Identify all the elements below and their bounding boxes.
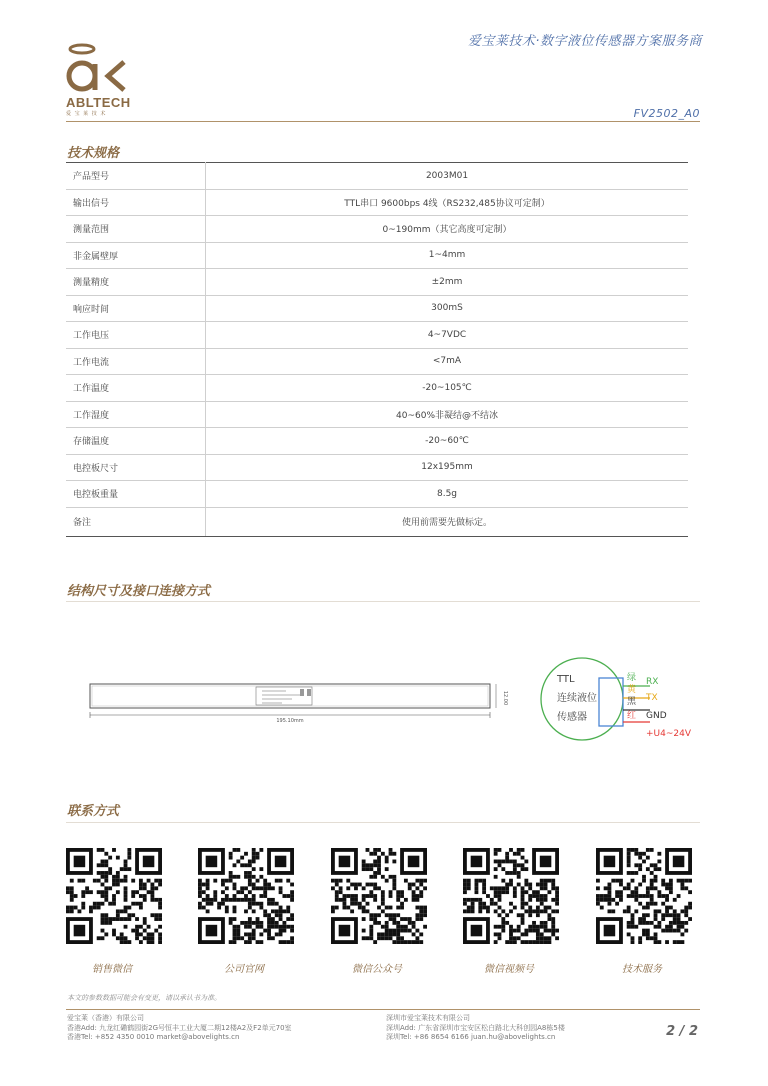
spec-value: 12x195mm [206, 454, 689, 481]
qr-code-icon[interactable] [463, 848, 559, 944]
footer-hk-block [67, 1014, 292, 1043]
wire-color-yellow: 黄 [627, 685, 637, 695]
spec-row [66, 401, 688, 428]
spec-label: 测量精度 [66, 269, 206, 296]
spec-table [66, 162, 688, 537]
contact-section-title: 联系方式 [67, 804, 120, 819]
spec-label: 工作温度 [66, 375, 206, 402]
spec-row [66, 481, 688, 508]
spec-row [66, 428, 688, 455]
spec-value: 8.5g [206, 481, 689, 508]
spec-label: 工作电流 [66, 348, 206, 375]
qr-code-icon[interactable] [596, 848, 692, 944]
spec-value: 0~190mm（其它高度可定制） [206, 216, 689, 243]
wire-signal-gnd: GND [646, 711, 667, 721]
spec-value: 2003M01 [206, 163, 689, 190]
footer-hk-company: 爱宝莱（香港）有限公司 [67, 1014, 144, 1022]
footer-hk-contact: 香港Tel: +852 4350 0010 market@abovelights.cn [67, 1033, 240, 1041]
qr-code-icon[interactable] [66, 848, 162, 944]
spec-label: 响应时间 [66, 295, 206, 322]
spec-label: 存储温度 [66, 428, 206, 455]
spec-row [66, 163, 688, 190]
spec-row [66, 242, 688, 269]
spec-row [66, 269, 688, 296]
page-number: 2 / 2 [666, 1024, 698, 1039]
qr-code-icon[interactable] [198, 848, 294, 944]
qr-label: 销售微信 [92, 964, 132, 975]
abltech-logo-icon [64, 40, 138, 96]
spec-label: 备注 [66, 507, 206, 536]
spec-value: 1~4mm [206, 242, 689, 269]
footer-sz-address: 深圳Add: 广东省深圳市宝安区松白路北大科创园A8栋5楼 [386, 1023, 565, 1032]
wiring-diagram [540, 656, 710, 746]
header-divider [66, 121, 700, 122]
board-height-dimension: 12.00 [502, 690, 508, 706]
spec-section-title: 技术规格 [67, 146, 120, 161]
sensor-label-line3: 传感器 [557, 712, 587, 723]
board-width-dimension: 195.10mm [276, 718, 304, 724]
qr-label: 微信视频号 [484, 964, 534, 975]
wire-signal-tx: TX [646, 693, 658, 703]
spec-value: -20~105℃ [206, 375, 689, 402]
wire-color-red: 红 [627, 711, 637, 721]
footer-sz-block [386, 1014, 565, 1043]
footer-sz-company: 深圳市爱宝莱技术有限公司 [386, 1014, 470, 1022]
spec-row [66, 348, 688, 375]
spec-label: 输出信号 [66, 189, 206, 216]
sensor-label-line2: 连续液位 [557, 693, 597, 704]
board-dimension-drawing [86, 676, 512, 724]
footer-hk-address: 香港Add: 九龙红磡鹤园街2G号恒丰工业大厦二期12楼A2及F2单元70室 [67, 1023, 292, 1032]
wire-signal-rx: RX [646, 677, 659, 687]
spec-value: 300mS [206, 295, 689, 322]
spec-label: 电控板尺寸 [66, 454, 206, 481]
spec-value: 使用前需要先做标定。 [206, 507, 689, 536]
spec-value: <7mA [206, 348, 689, 375]
spec-label: 电控板重量 [66, 481, 206, 508]
footer-sz-contact: 深圳Tel: +86 8654 6166 juan.hu@abovelights.cn [386, 1033, 556, 1041]
sensor-label-line1: TTL [557, 674, 575, 685]
qr-label: 技术服务 [622, 964, 662, 975]
structure-section-title: 结构尺寸及接口连接方式 [67, 584, 211, 599]
header-tagline: 爱宝莱技术·数字液位传感器方案服务商 [467, 34, 702, 49]
spec-label: 工作电压 [66, 322, 206, 349]
spec-row [66, 216, 688, 243]
structure-divider [66, 601, 700, 602]
spec-value: -20~60℃ [206, 428, 689, 455]
qr-label: 公司官网 [224, 964, 264, 975]
spec-value: TTL串口 9600bps 4线（RS232,485协议可定制） [206, 189, 689, 216]
qr-code-icon[interactable] [331, 848, 427, 944]
spec-row [66, 454, 688, 481]
spec-row [66, 507, 688, 536]
connector-icon [599, 678, 623, 726]
logo-subtext: 爱 宝 莱 技 术 [66, 111, 107, 117]
qr-label: 微信公众号 [352, 964, 402, 975]
spec-value: 40~60%非凝结@不结冰 [206, 401, 689, 428]
wire-color-green: 绿 [627, 673, 637, 683]
footer-divider [66, 1009, 700, 1010]
contact-divider [66, 822, 700, 823]
spec-label: 产品型号 [66, 163, 206, 190]
spec-value: 4~7VDC [206, 322, 689, 349]
logo-text: ABLTECH [66, 95, 131, 110]
spec-row [66, 375, 688, 402]
spec-label: 工作湿度 [66, 401, 206, 428]
spec-row [66, 189, 688, 216]
spec-row [66, 322, 688, 349]
wire-color-black: 黑 [627, 697, 637, 707]
spec-label: 非金属壁厚 [66, 242, 206, 269]
spec-row [66, 295, 688, 322]
spec-label: 测量范围 [66, 216, 206, 243]
wire-signal-power: +U4~24V [646, 729, 692, 739]
spec-value: ±2mm [206, 269, 689, 296]
disclaimer: 本文的参数数据可能会有变更，请以承认书为准。 [67, 994, 221, 1002]
document-number: FV2502_A0 [633, 107, 700, 120]
